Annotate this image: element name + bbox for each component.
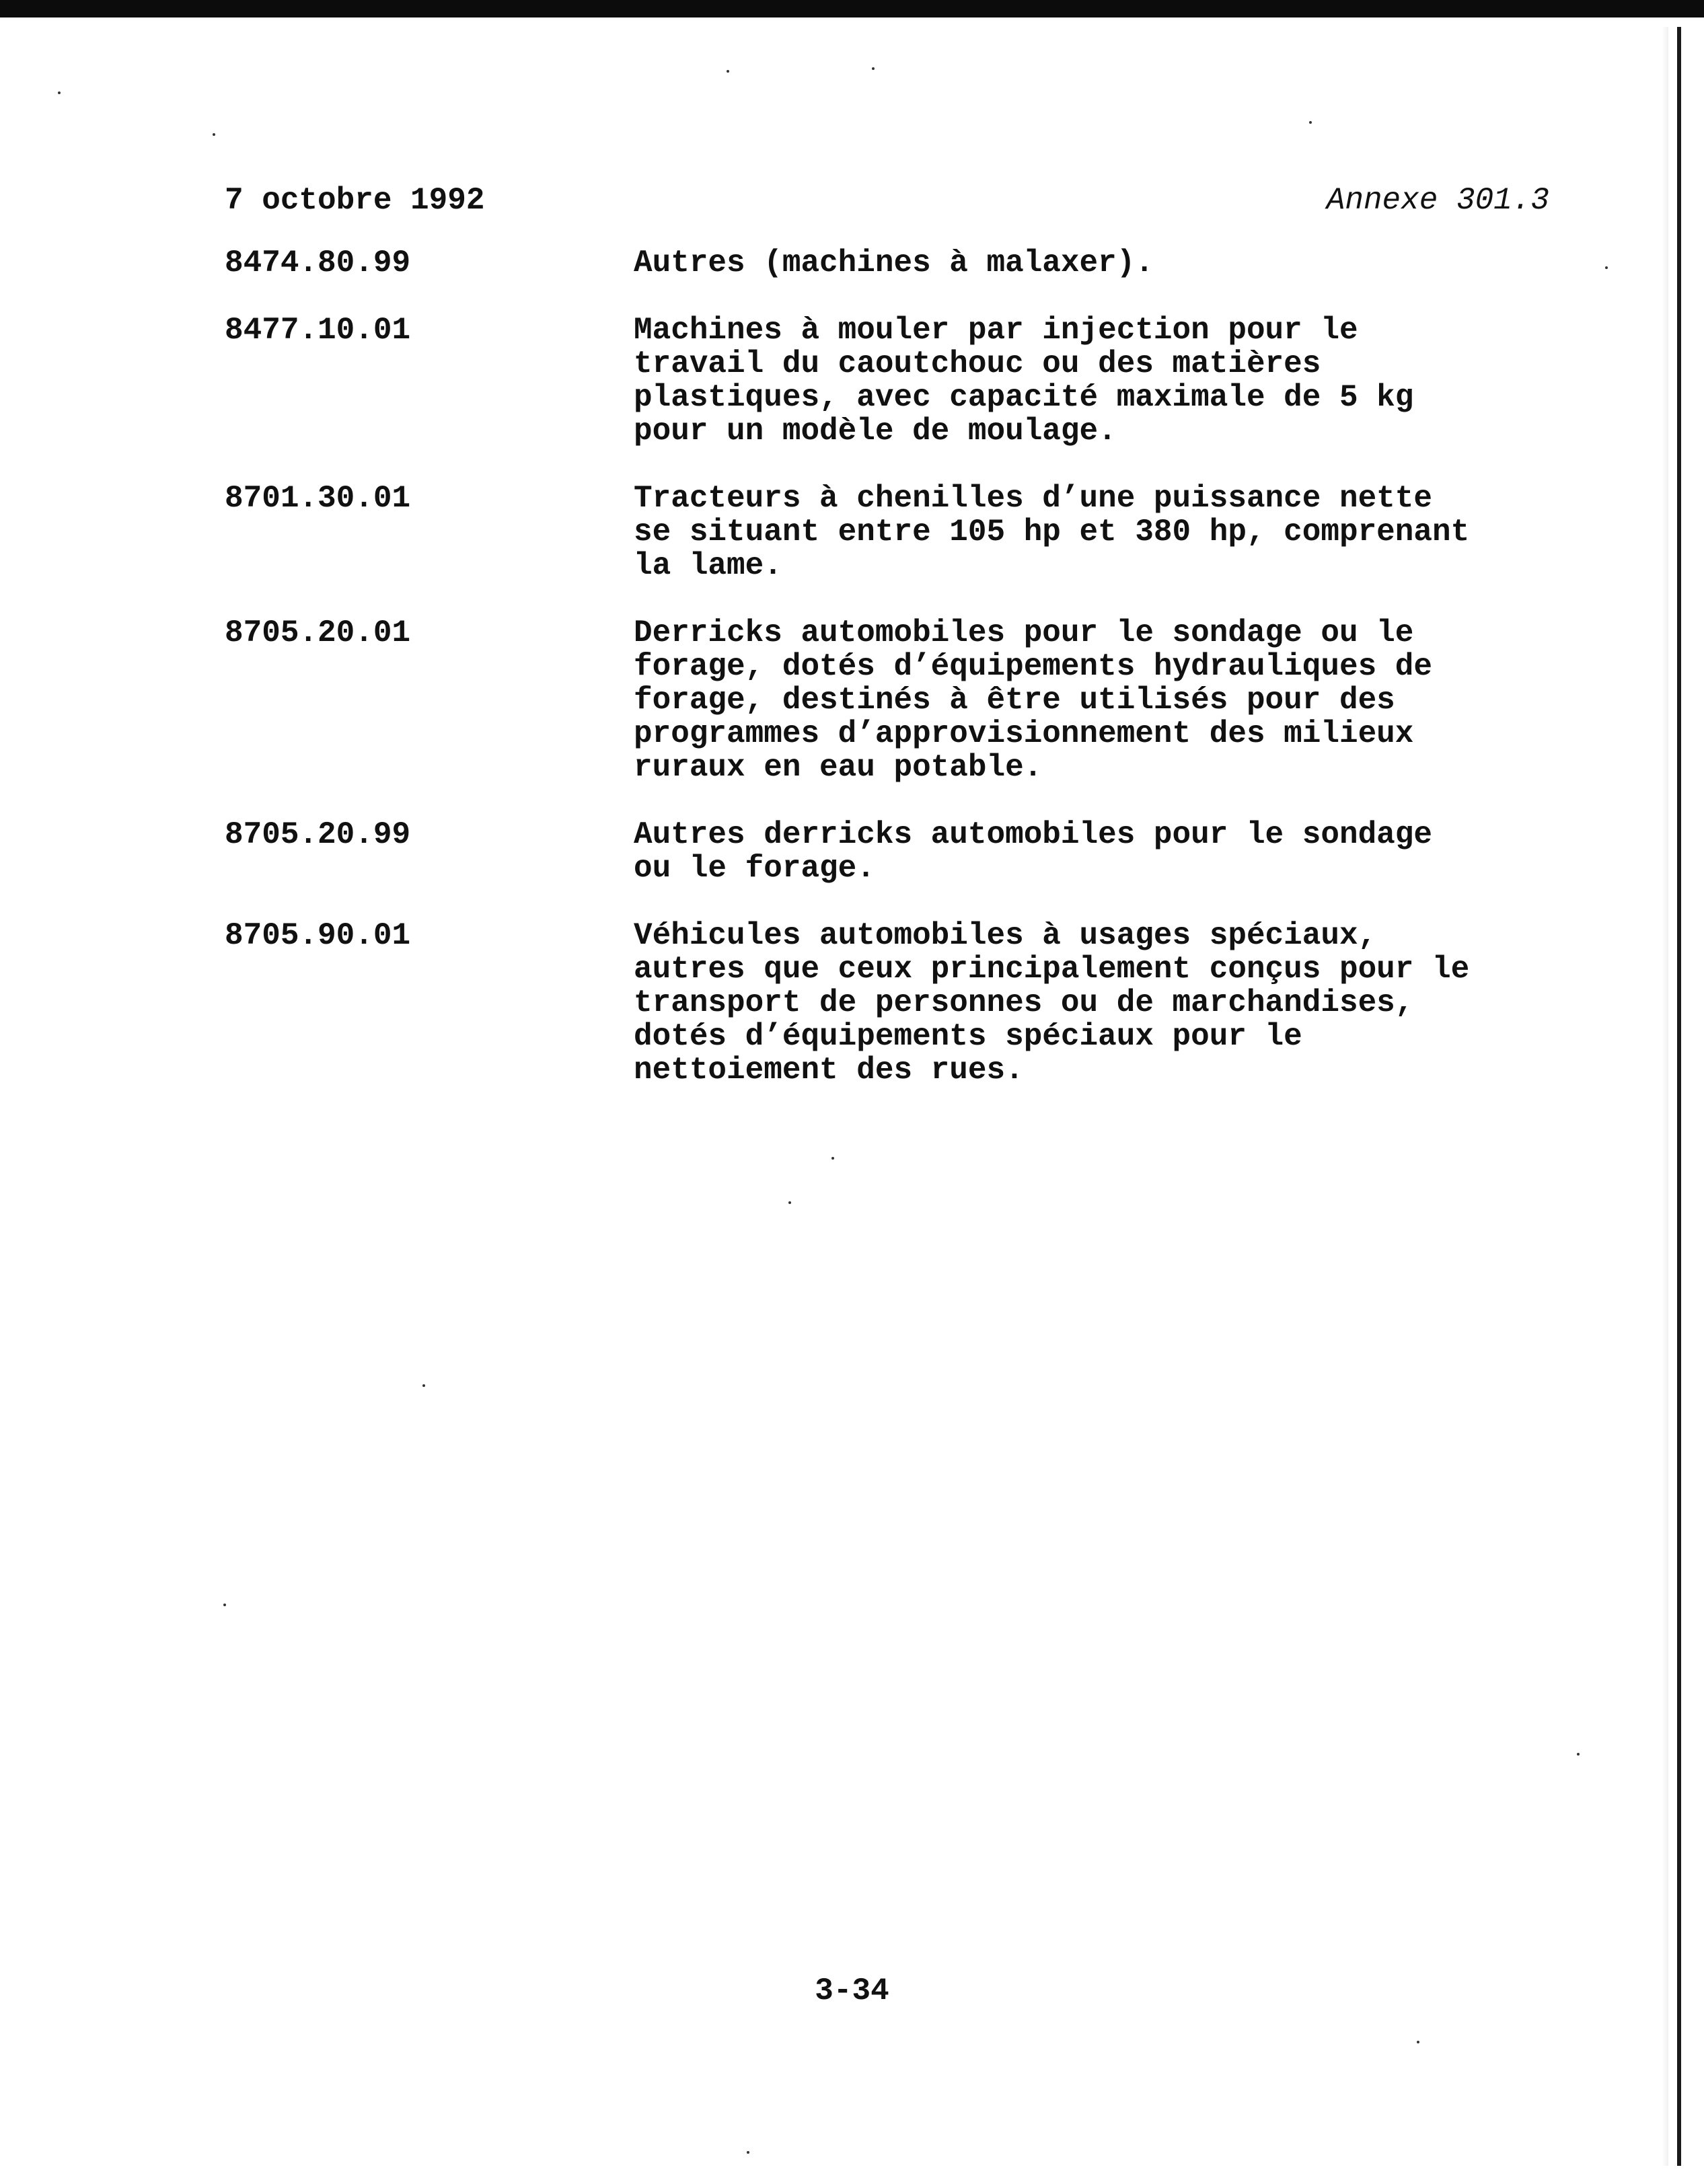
scan-speck	[58, 91, 61, 94]
scan-speck	[831, 1157, 834, 1160]
tariff-code: 8705.20.99	[225, 817, 411, 852]
tariff-entry	[225, 616, 1557, 784]
description-line: nettoiement des rues.	[634, 1053, 1024, 1088]
scan-speck	[1309, 121, 1312, 124]
tariff-description	[634, 818, 1557, 885]
description-line: plastiques, avec capacité maximale de 5 kg	[634, 380, 1414, 415]
description-line: dotés d’équipements spéciaux pour le	[634, 1019, 1302, 1054]
description-line: travail du caoutchouc ou des matières	[634, 346, 1321, 381]
description-line: forage, destinés à être utilisés pour des	[634, 683, 1395, 718]
scan-right-edge	[1677, 27, 1681, 2166]
tariff-code: 8705.90.01	[225, 918, 411, 953]
scan-speck	[788, 1201, 791, 1204]
description-line: transport de personnes ou de marchandises,	[634, 985, 1414, 1020]
tariff-entries-list	[225, 246, 1557, 1121]
scan-speck	[1417, 2041, 1419, 2043]
tariff-entry	[225, 313, 1557, 448]
tariff-entry	[225, 818, 1557, 885]
description-line: Véhicules automobiles à usages spéciaux,	[634, 918, 1377, 953]
scan-speck	[1577, 1753, 1580, 1756]
tariff-code: 8705.20.01	[225, 615, 411, 650]
tariff-description	[634, 919, 1557, 1087]
description-line: programmes d’approvisionnement des milieux	[634, 716, 1414, 751]
description-line: Autres derricks automobiles pour le sondage	[634, 817, 1432, 852]
scan-right-shadow	[1662, 27, 1668, 2166]
scan-speck	[213, 133, 215, 136]
scan-speck	[1605, 266, 1608, 269]
tariff-description	[634, 616, 1557, 784]
description-line: ruraux en eau potable.	[634, 750, 1043, 785]
description-line: Autres (machines à malaxer).	[634, 246, 1154, 280]
description-line: pour un modèle de moulage.	[634, 414, 1117, 449]
tariff-entry	[225, 482, 1557, 582]
scan-top-edge	[0, 0, 1704, 17]
annex-reference: Annexe 301.3	[1326, 183, 1549, 218]
description-line: Machines à mouler par injection pour le	[634, 313, 1358, 348]
page-number: 3-34	[815, 1973, 889, 2008]
tariff-entry	[225, 246, 1557, 280]
description-line: Derricks automobiles pour le sondage ou le	[634, 615, 1414, 650]
scan-speck	[747, 2151, 749, 2154]
description-line: la lame.	[634, 548, 782, 583]
scan-speck	[223, 1604, 226, 1606]
description-line: se situant entre 105 hp et 380 hp, comprenant	[634, 515, 1470, 550]
scan-speck	[727, 70, 729, 73]
tariff-code: 8701.30.01	[225, 481, 411, 516]
tariff-description	[634, 482, 1557, 582]
tariff-code: 8477.10.01	[225, 313, 411, 348]
tariff-description	[634, 313, 1557, 448]
document-date: 7 octobre 1992	[225, 183, 485, 218]
description-line: ou le forage.	[634, 851, 875, 886]
scan-speck	[422, 1384, 425, 1387]
tariff-entry	[225, 919, 1557, 1087]
tariff-description	[634, 246, 1557, 280]
description-line: Tracteurs à chenilles d’une puissance nette	[634, 481, 1432, 516]
tariff-code: 8474.80.99	[225, 246, 411, 280]
description-line: autres que ceux principalement conçus pour le	[634, 952, 1470, 987]
description-line: forage, dotés d’équipements hydrauliques de	[634, 649, 1432, 684]
scan-speck	[872, 67, 875, 70]
